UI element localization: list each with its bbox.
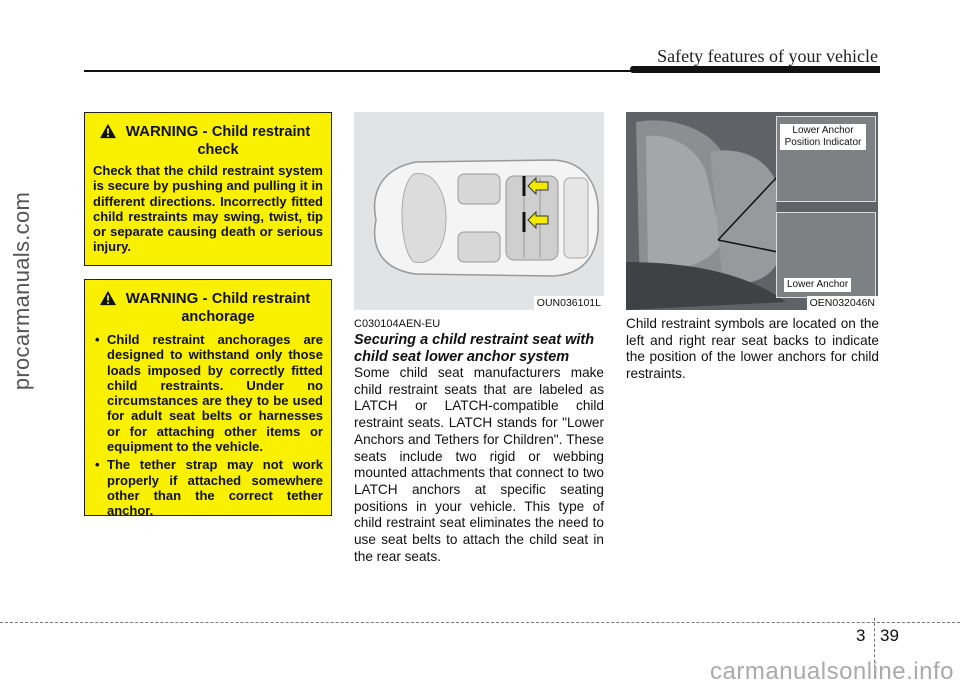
warning-triangle-icon	[99, 290, 117, 306]
section-doc-code: C030104AEN-EU	[354, 318, 441, 330]
rear-seat-figure	[626, 112, 878, 310]
warning-label: WARNING -	[125, 290, 208, 307]
figure-code: OUN036101L	[534, 296, 604, 310]
footer-watermark: carmanualsonline.info	[710, 658, 954, 685]
page-header-title: Safety features of your vehicle	[657, 46, 878, 66]
lower-anchor-indicator-label	[780, 124, 866, 150]
warning-subject-line2: check	[197, 142, 239, 158]
warning-subject-line1: Child restraint	[211, 291, 311, 307]
warning-list-item: • Child restraint anchorages are designed to withstand only those loads imposed by correctly fitted child restraints. Under no circumstances are they to be used for adult seat belts or harnesses or for attaching other items or equipment to the vehicle.	[93, 332, 323, 454]
lower-anchor-label: Lower Anchor	[784, 278, 851, 292]
warning-label: WARNING -	[125, 123, 208, 140]
warning-list	[93, 332, 323, 519]
warning-list-item: • The tether strap may not work properly if attached somewhere other than the correct tether anchor.	[93, 457, 323, 518]
warning-triangle-icon	[99, 123, 117, 139]
warning-box-anchorage	[84, 279, 332, 519]
warning-heading	[93, 290, 323, 326]
car-top-view-figure	[354, 112, 604, 310]
indicator-label-line1: Lower Anchor	[792, 125, 854, 136]
car-top-view-illustration	[354, 112, 604, 310]
warning-subject-line2: anchorage	[181, 309, 255, 325]
section-paragraph: Some child seat manufacturers make child restraint seats that are labeled as LATCH or LATCH-compatible child restraint seats. LATCH stands for "Lower Anchors and Tethers for Children". These seats include two rigid or webbing mounted attachments that connect to two LATCH anchors at specific seating positions in your vehicle. This type of child restraint seat eliminates the need to use seat belts to attach the child seat in the rear seats.	[354, 365, 604, 564]
section-title: Securing a child restraint seat with child seat lower anchor system	[354, 332, 595, 365]
figure-code: OEN032046N	[807, 296, 878, 310]
warning-heading	[93, 123, 323, 159]
section-paragraph: Child restraint symbols are located on the left and right rear seat backs to indicate the position of the lower anchors for child restraints.	[626, 316, 879, 382]
page-number: 39	[880, 626, 899, 645]
indicator-label-line2: Position Indicator	[784, 137, 862, 148]
header-bar	[630, 66, 880, 73]
warning-body: Check that the child restraint system is secure by pushing and pulling it in different directions. Incorrectly fitted child restraints may swing, twist, tip or separate causing death or serious injury.	[93, 163, 323, 255]
warning-subject-line1: Child restraint	[211, 124, 311, 140]
chapter-number: 3	[856, 626, 866, 645]
side-watermark: procarmanuals.com	[9, 191, 34, 391]
warning-box-check	[84, 112, 332, 266]
footer-rule	[0, 622, 960, 623]
